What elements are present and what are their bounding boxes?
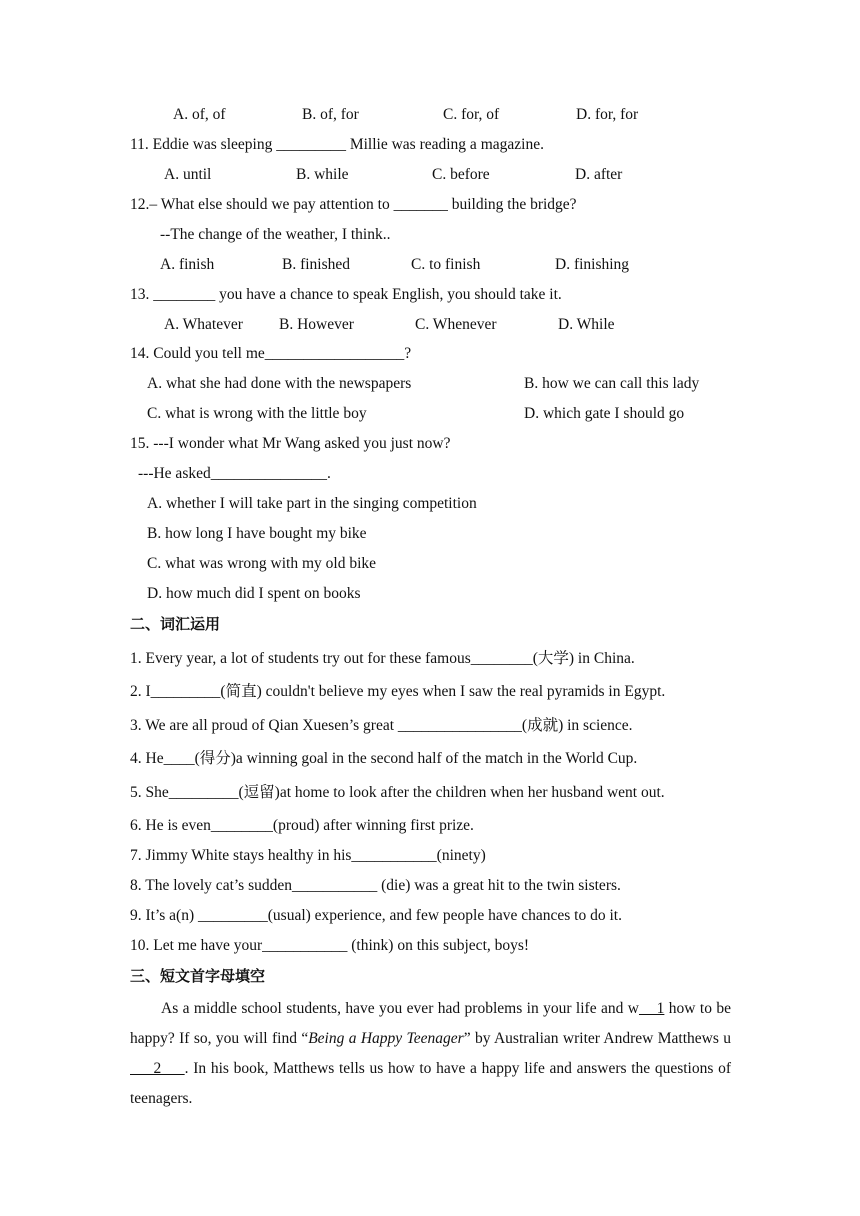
q10-option-b: B. of, for <box>302 106 359 123</box>
passage-end: . In his book, Matthews tells us how to have a happy life and answers the questions of teenagers. <box>130 1060 732 1107</box>
vocab-item-4: 4. He____(得分)a winning goal in the second half of the match in the World Cup. <box>130 750 638 767</box>
q12-option-d: D. finishing <box>555 256 630 273</box>
q13-option-b: B. However <box>279 316 354 333</box>
q12-reply: --The change of the weather, I think.. <box>160 226 391 243</box>
q11-option-c: C. before <box>432 166 490 183</box>
vocab-item-5: 5. She_________(逗留)at home to look after the children when her husband went out. <box>130 784 665 801</box>
q13-stem: 13. ________ you have a chance to speak English, you should take it. <box>130 286 562 303</box>
vocab-item-7: 7. Jimmy White stays healthy in his___________(ninety) <box>130 847 486 864</box>
q10-option-c: C. for, of <box>443 106 500 123</box>
q15-stem: 15. ---I wonder what Mr Wang asked you just now? <box>130 435 451 452</box>
blank-2: 2 <box>130 1060 185 1077</box>
book-title: Being a Happy Teenager <box>308 1030 464 1047</box>
q14-option-b: B. how we can call this lady <box>524 375 700 392</box>
q11-option-b: B. while <box>296 166 349 183</box>
q14-option-a: A. what she had done with the newspapers <box>147 375 412 392</box>
passage-mid-1: how to be happy? If so, you will find “ <box>130 1000 731 1047</box>
vocab-item-10: 10. Let me have your___________ (think) on this subject, boys! <box>130 937 530 954</box>
vocab-item-3: 3. We are all proud of Qian Xuesen’s great ________________(成就) in science. <box>130 717 633 734</box>
q12-option-b: B. finished <box>282 256 351 273</box>
vocab-item-8: 8. The lovely cat’s sudden___________ (die) was a great hit to the twin sisters. <box>130 877 621 894</box>
q10-option-d: D. for, for <box>576 106 639 123</box>
q15-reply: ---He asked_______________. <box>138 465 331 482</box>
blank-1: 1 <box>638 1000 665 1017</box>
passage-start: As a middle school students, have you ever had problems in your life and w <box>161 1000 639 1017</box>
vocab-item-1: 1. Every year, a lot of students try out for these famous________(大学) in China. <box>130 650 635 667</box>
vocab-item-2: 2. I_________(简直) couldn't believe my eyes when I saw the real pyramids in Egypt. <box>130 683 666 700</box>
q15-option-d: D. how much did I spent on books <box>147 585 361 602</box>
q12-option-a: A. finish <box>160 256 215 273</box>
q11-option-a: A. until <box>164 166 212 183</box>
section3-heading: 三、短文首字母填空 <box>130 967 266 985</box>
q15-option-a: A. whether I will take part in the singing competition <box>147 495 477 512</box>
q14-option-c: C. what is wrong with the little boy <box>147 405 367 422</box>
q14-stem: 14. Could you tell me__________________? <box>130 345 412 362</box>
q14-option-d: D. which gate I should go <box>524 405 685 422</box>
q15-option-c: C. what was wrong with my old bike <box>147 555 377 572</box>
vocab-item-6: 6. He is even________(proud) after winning first prize. <box>130 817 474 834</box>
passage-mid-2: ” by Australian writer Andrew Matthews u <box>463 1030 731 1047</box>
section2-heading: 二、词汇运用 <box>130 615 221 633</box>
q15-option-b: B. how long I have bought my bike <box>147 525 367 542</box>
q10-option-a: A. of, of <box>173 106 226 123</box>
q11-option-d: D. after <box>575 166 623 183</box>
q12-option-c: C. to finish <box>411 256 481 273</box>
vocab-item-9: 9. It’s a(n) _________(usual) experience, and few people have chances to do it. <box>130 907 622 924</box>
q13-option-c: C. Whenever <box>415 316 497 333</box>
q13-option-d: D. While <box>558 316 615 333</box>
cloze-passage <box>130 994 731 1114</box>
q11-stem: 11. Eddie was sleeping _________ Millie was reading a magazine. <box>130 136 544 153</box>
q13-option-a: A. Whatever <box>164 316 243 333</box>
q12-stem: 12.– What else should we pay attention to _______ building the bridge? <box>130 196 577 213</box>
